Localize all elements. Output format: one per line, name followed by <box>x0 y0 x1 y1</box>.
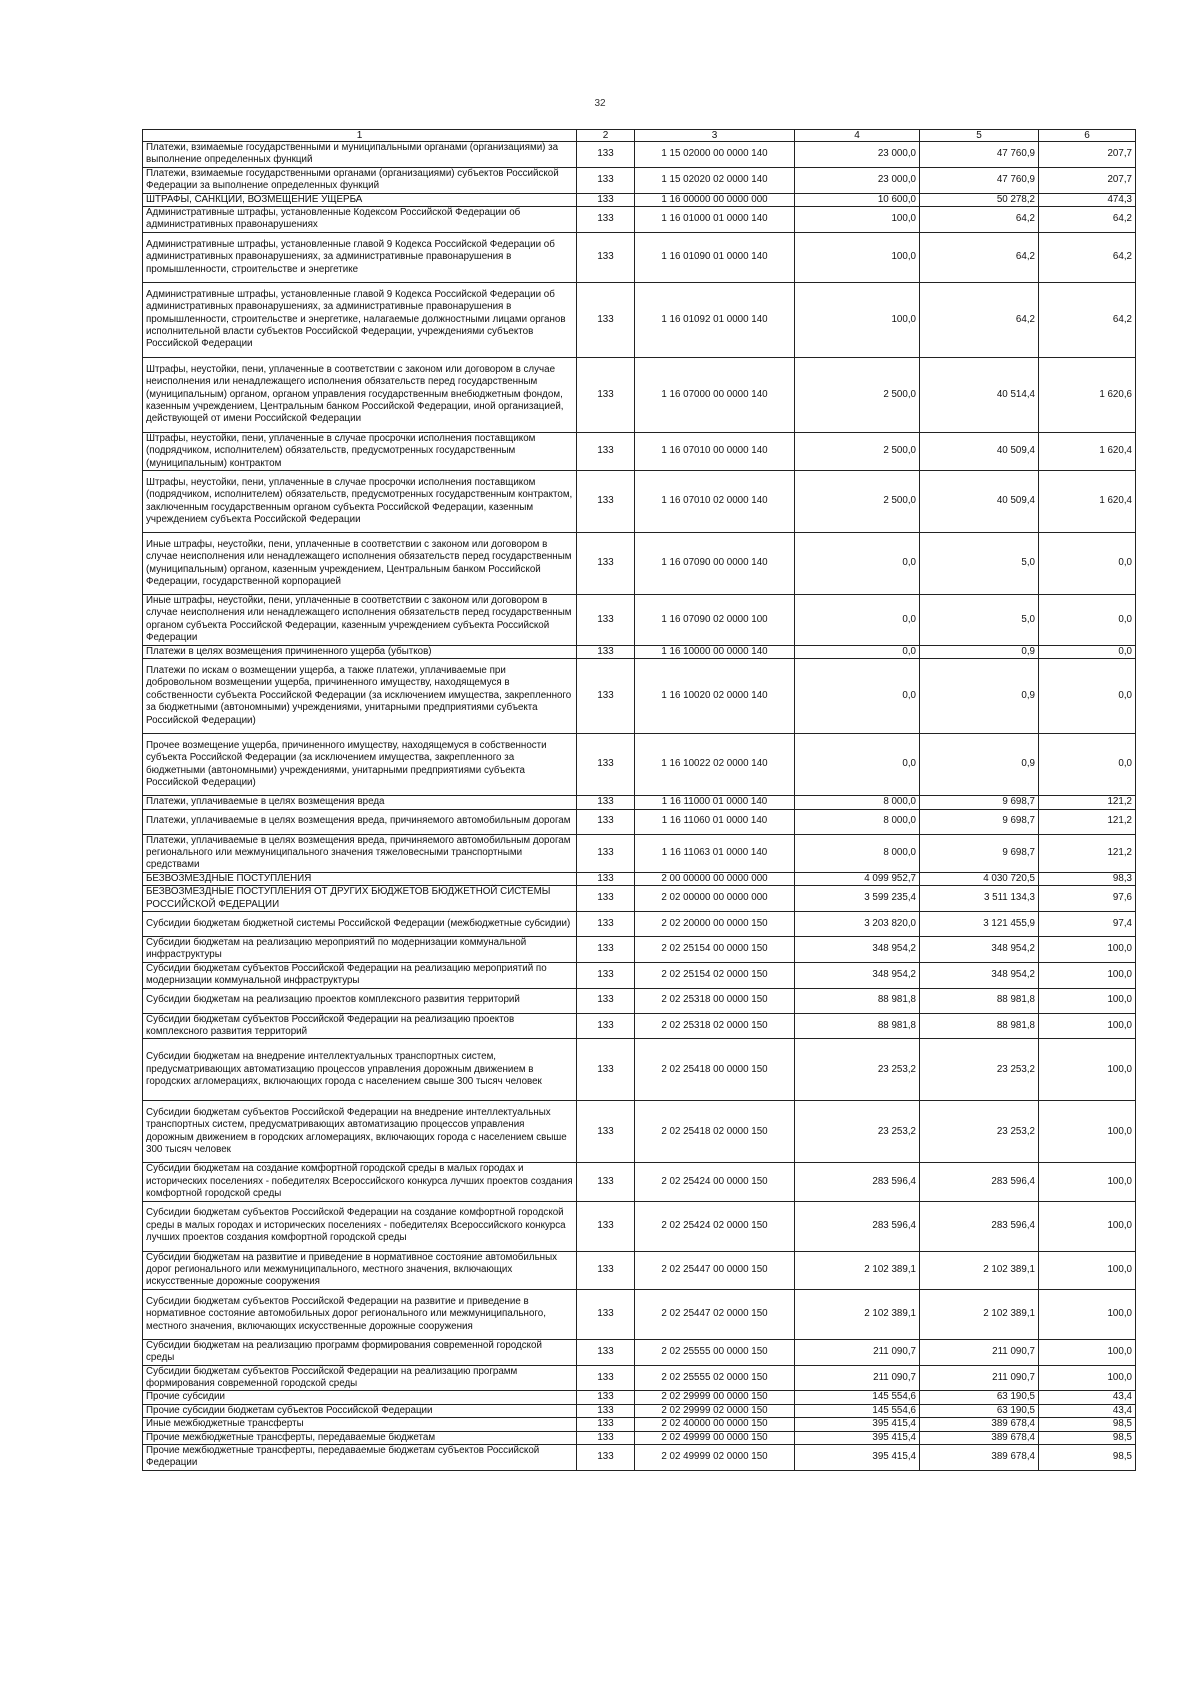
row-actual: 348 954,2 <box>920 936 1039 962</box>
row-classification-code: 1 16 11063 01 0000 140 <box>635 834 795 872</box>
row-actual: 2 102 389,1 <box>920 1251 1039 1289</box>
row-admin-code: 133 <box>577 1431 635 1444</box>
row-actual: 348 954,2 <box>920 962 1039 988</box>
table-row <box>143 1418 1136 1431</box>
table-row <box>143 734 1136 796</box>
column-header-4: 4 <box>795 130 920 142</box>
table-row <box>143 357 1136 432</box>
row-actual: 211 090,7 <box>920 1365 1039 1391</box>
row-name: Прочие субсидии <box>143 1391 577 1404</box>
row-classification-code: 2 00 00000 00 0000 000 <box>635 872 795 885</box>
row-classification-code: 1 16 10000 00 0000 140 <box>635 645 795 658</box>
row-percent: 121,2 <box>1039 796 1136 809</box>
row-percent: 98,5 <box>1039 1431 1136 1444</box>
row-percent: 1 620,4 <box>1039 471 1136 533</box>
header-row <box>143 130 1136 142</box>
row-percent: 43,4 <box>1039 1391 1136 1404</box>
row-classification-code: 2 02 25555 02 0000 150 <box>635 1365 795 1391</box>
row-planned: 395 415,4 <box>795 1418 920 1431</box>
row-name: Платежи, взимаемые государственными органами (организациями) субъектов Российской Федерации за выполнение определенных функций <box>143 167 577 193</box>
row-percent: 64,2 <box>1039 207 1136 233</box>
row-percent: 100,0 <box>1039 1163 1136 1201</box>
row-name: Иные штрафы, неустойки, пени, уплаченные в соответствии с законом или договором в случае неисполнения или ненадлежащего исполнения обязательств перед государственным (муниципальным) органом, казенным учреждением, Центральным банком Российской Федерации, государственной корпорацией <box>143 533 577 595</box>
row-percent: 100,0 <box>1039 936 1136 962</box>
row-name: Субсидии бюджетам на развитие и приведение в нормативное состояние автомобильных дорог регионального или межмуниципального, местного значения, включающих искусственные дорожные сооружения <box>143 1251 577 1289</box>
row-planned: 8 000,0 <box>795 834 920 872</box>
row-planned: 23 253,2 <box>795 1039 920 1101</box>
row-name: Субсидии бюджетам бюджетной системы Российской Федерации (межбюджетные субсидии) <box>143 911 577 936</box>
row-admin-code: 133 <box>577 533 635 595</box>
row-percent: 100,0 <box>1039 1339 1136 1365</box>
row-actual: 2 102 389,1 <box>920 1289 1039 1339</box>
row-planned: 100,0 <box>795 282 920 357</box>
table-row <box>143 872 1136 885</box>
row-admin-code: 133 <box>577 471 635 533</box>
row-admin-code: 133 <box>577 1289 635 1339</box>
table-row <box>143 1431 1136 1444</box>
row-classification-code: 2 02 00000 00 0000 000 <box>635 886 795 912</box>
row-admin-code: 133 <box>577 432 635 470</box>
column-header-5: 5 <box>920 130 1039 142</box>
row-percent: 100,0 <box>1039 1039 1136 1101</box>
row-planned: 2 500,0 <box>795 357 920 432</box>
table-row <box>143 911 1136 936</box>
row-actual: 63 190,5 <box>920 1404 1039 1417</box>
row-classification-code: 1 16 07090 02 0000 100 <box>635 595 795 646</box>
table-row <box>143 809 1136 834</box>
row-actual: 389 678,4 <box>920 1431 1039 1444</box>
table-row <box>143 1251 1136 1289</box>
row-name: Платежи, уплачиваемые в целях возмещения вреда <box>143 796 577 809</box>
table-row <box>143 834 1136 872</box>
row-classification-code: 2 02 49999 02 0000 150 <box>635 1445 795 1471</box>
row-name: Платежи в целях возмещения причиненного ущерба (убытков) <box>143 645 577 658</box>
row-actual: 4 030 720,5 <box>920 872 1039 885</box>
row-name: Платежи, уплачиваемые в целях возмещения вреда, причиняемого автомобильным дорогам регионального или межмуниципального значения тяжеловесными транспортными средствами <box>143 834 577 872</box>
row-admin-code: 133 <box>577 1101 635 1163</box>
row-percent: 207,7 <box>1039 142 1136 168</box>
row-percent: 100,0 <box>1039 988 1136 1013</box>
row-admin-code: 133 <box>577 1201 635 1251</box>
row-classification-code: 1 16 07010 02 0000 140 <box>635 471 795 533</box>
row-name: Штрафы, неустойки, пени, уплаченные в соответствии с законом или договором в случае неисполнения или ненадлежащего исполнения обязательств перед государственным (муниципальным) органом, органом управления государственным внебюджетным фондом, казенным учреждением, Центральным банком Российской Федерации, иной организацией, действующей от имени Российской Федерации <box>143 357 577 432</box>
row-classification-code: 2 02 29999 00 0000 150 <box>635 1391 795 1404</box>
table-row <box>143 886 1136 912</box>
row-actual: 9 698,7 <box>920 834 1039 872</box>
table-row <box>143 167 1136 193</box>
column-header-2: 2 <box>577 130 635 142</box>
table-row <box>143 962 1136 988</box>
row-name: Иные штрафы, неустойки, пени, уплаченные в соответствии с законом или договором в случае неисполнения или ненадлежащего исполнения обязательств перед государственным органом субъекта Российской Федерации, казенным учреждением субъекта Российской Федерации <box>143 595 577 646</box>
column-header-3: 3 <box>635 130 795 142</box>
row-actual: 64,2 <box>920 282 1039 357</box>
row-actual: 211 090,7 <box>920 1339 1039 1365</box>
row-planned: 2 102 389,1 <box>795 1251 920 1289</box>
row-actual: 283 596,4 <box>920 1201 1039 1251</box>
row-name: Прочее возмещение ущерба, причиненного имуществу, находящемуся в собственности субъекта Российской Федерации (за исключением имущества, закрепленного за бюджетными (автономными) учреждениями, унитарными предприятиями субъекта Российской Федерации) <box>143 734 577 796</box>
table-row <box>143 471 1136 533</box>
row-classification-code: 1 16 00000 00 0000 000 <box>635 193 795 206</box>
row-name: Прочие субсидии бюджетам субъектов Российской Федерации <box>143 1404 577 1417</box>
row-percent: 207,7 <box>1039 167 1136 193</box>
row-name: Субсидии бюджетам на создание комфортной городской среды в малых городах и исторических поселениях - победителях Всероссийского конкурса лучших проектов создания комфортной городской среды <box>143 1163 577 1201</box>
row-classification-code: 2 02 25418 02 0000 150 <box>635 1101 795 1163</box>
row-percent: 0,0 <box>1039 659 1136 734</box>
row-percent: 1 620,4 <box>1039 432 1136 470</box>
row-actual: 40 509,4 <box>920 432 1039 470</box>
row-planned: 8 000,0 <box>795 809 920 834</box>
table-row <box>143 533 1136 595</box>
table-row <box>143 432 1136 470</box>
row-percent: 1 620,6 <box>1039 357 1136 432</box>
row-classification-code: 1 16 11000 01 0000 140 <box>635 796 795 809</box>
row-admin-code: 133 <box>577 911 635 936</box>
row-admin-code: 133 <box>577 193 635 206</box>
row-actual: 88 981,8 <box>920 1013 1039 1039</box>
row-admin-code: 133 <box>577 809 635 834</box>
row-name: Платежи, взимаемые государственными и муниципальными органами (организациями) за выполнение определенных функций <box>143 142 577 168</box>
row-admin-code: 133 <box>577 834 635 872</box>
row-planned: 2 500,0 <box>795 471 920 533</box>
row-actual: 50 278,2 <box>920 193 1039 206</box>
row-percent: 121,2 <box>1039 834 1136 872</box>
row-planned: 8 000,0 <box>795 796 920 809</box>
row-classification-code: 1 15 02020 02 0000 140 <box>635 167 795 193</box>
row-actual: 3 121 455,9 <box>920 911 1039 936</box>
row-name: Штрафы, неустойки, пени, уплаченные в случае просрочки исполнения поставщиком (подрядчиком, исполнителем) обязательств, предусмотренных государственным контрактом, заключенным государственным органом субъекта Российской Федерации, казенным учреждением субъекта Российской Федерации <box>143 471 577 533</box>
row-admin-code: 133 <box>577 1163 635 1201</box>
row-classification-code: 1 16 10020 02 0000 140 <box>635 659 795 734</box>
row-planned: 283 596,4 <box>795 1163 920 1201</box>
row-percent: 0,0 <box>1039 645 1136 658</box>
row-planned: 348 954,2 <box>795 936 920 962</box>
row-percent: 97,4 <box>1039 911 1136 936</box>
row-percent: 0,0 <box>1039 734 1136 796</box>
row-actual: 9 698,7 <box>920 796 1039 809</box>
table-row <box>143 1039 1136 1101</box>
row-classification-code: 2 02 20000 00 0000 150 <box>635 911 795 936</box>
row-classification-code: 1 16 07090 00 0000 140 <box>635 533 795 595</box>
row-planned: 23 253,2 <box>795 1101 920 1163</box>
row-admin-code: 133 <box>577 886 635 912</box>
row-admin-code: 133 <box>577 357 635 432</box>
row-planned: 3 203 820,0 <box>795 911 920 936</box>
row-planned: 100,0 <box>795 207 920 233</box>
row-name: Прочие межбюджетные трансферты, передаваемые бюджетам <box>143 1431 577 1444</box>
row-admin-code: 133 <box>577 1445 635 1471</box>
row-name: Субсидии бюджетам субъектов Российской Федерации на реализацию мероприятий по модернизации коммунальной инфраструктуры <box>143 962 577 988</box>
row-name: БЕЗВОЗМЕЗДНЫЕ ПОСТУПЛЕНИЯ ОТ ДРУГИХ БЮДЖЕТОВ БЮДЖЕТНОЙ СИСТЕМЫ РОССИЙСКОЙ ФЕДЕРАЦИИ <box>143 886 577 912</box>
row-planned: 145 554,6 <box>795 1391 920 1404</box>
row-admin-code: 133 <box>577 207 635 233</box>
row-planned: 88 981,8 <box>795 988 920 1013</box>
row-name: Субсидии бюджетам субъектов Российской Федерации на реализацию проектов комплексного развития территорий <box>143 1013 577 1039</box>
column-header-1: 1 <box>143 130 577 142</box>
row-admin-code: 133 <box>577 232 635 282</box>
row-actual: 64,2 <box>920 207 1039 233</box>
row-percent: 100,0 <box>1039 1013 1136 1039</box>
row-admin-code: 133 <box>577 1013 635 1039</box>
row-name: Субсидии бюджетам на реализацию проектов комплексного развития территорий <box>143 988 577 1013</box>
table-row <box>143 988 1136 1013</box>
table-row <box>143 1445 1136 1471</box>
row-admin-code: 133 <box>577 796 635 809</box>
row-name: БЕЗВОЗМЕЗДНЫЕ ПОСТУПЛЕНИЯ <box>143 872 577 885</box>
row-percent: 100,0 <box>1039 1251 1136 1289</box>
row-actual: 64,2 <box>920 232 1039 282</box>
row-actual: 23 253,2 <box>920 1039 1039 1101</box>
table-row <box>143 142 1136 168</box>
table-row <box>143 595 1136 646</box>
row-percent: 474,3 <box>1039 193 1136 206</box>
row-name: Административные штрафы, установленные главой 9 Кодекса Российской Федерации об административных правонарушениях, за административные правонарушения в промышленности, строительстве и энергетике <box>143 232 577 282</box>
row-percent: 100,0 <box>1039 962 1136 988</box>
row-planned: 3 599 235,4 <box>795 886 920 912</box>
row-name: Субсидии бюджетам на реализацию программ формирования современной городской среды <box>143 1339 577 1365</box>
table-row <box>143 1339 1136 1365</box>
row-percent: 97,6 <box>1039 886 1136 912</box>
row-name: Штрафы, неустойки, пени, уплаченные в случае просрочки исполнения поставщиком (подрядчиком, исполнителем) обязательств, предусмотренных государственным (муниципальным) контрактом <box>143 432 577 470</box>
row-planned: 395 415,4 <box>795 1431 920 1444</box>
row-percent: 100,0 <box>1039 1365 1136 1391</box>
row-percent: 64,2 <box>1039 232 1136 282</box>
row-classification-code: 1 16 01090 01 0000 140 <box>635 232 795 282</box>
row-admin-code: 133 <box>577 1391 635 1404</box>
row-name: ШТРАФЫ, САНКЦИИ, ВОЗМЕЩЕНИЕ УЩЕРБА <box>143 193 577 206</box>
table-row <box>143 1289 1136 1339</box>
row-classification-code: 2 02 25154 02 0000 150 <box>635 962 795 988</box>
table-row <box>143 1391 1136 1404</box>
table-row <box>143 645 1136 658</box>
page-number: 32 <box>594 98 606 109</box>
row-planned: 100,0 <box>795 232 920 282</box>
row-classification-code: 2 02 25447 00 0000 150 <box>635 1251 795 1289</box>
row-name: Субсидии бюджетам на внедрение интеллектуальных транспортных систем, предусматривающих автоматизацию процессов управления дорожным движением в городских агломерациях, включающих города с населением свыше 300 тысяч человек <box>143 1039 577 1101</box>
row-percent: 98,5 <box>1039 1418 1136 1431</box>
row-admin-code: 133 <box>577 872 635 885</box>
row-planned: 88 981,8 <box>795 1013 920 1039</box>
row-planned: 211 090,7 <box>795 1365 920 1391</box>
row-actual: 23 253,2 <box>920 1101 1039 1163</box>
table-row <box>143 282 1136 357</box>
row-actual: 0,9 <box>920 659 1039 734</box>
row-percent: 0,0 <box>1039 533 1136 595</box>
row-planned: 4 099 952,7 <box>795 872 920 885</box>
row-actual: 40 514,4 <box>920 357 1039 432</box>
table-row <box>143 1365 1136 1391</box>
row-planned: 145 554,6 <box>795 1404 920 1417</box>
table-row <box>143 796 1136 809</box>
row-planned: 0,0 <box>795 533 920 595</box>
table-row <box>143 1163 1136 1201</box>
row-classification-code: 2 02 25154 00 0000 150 <box>635 936 795 962</box>
row-classification-code: 1 16 11060 01 0000 140 <box>635 809 795 834</box>
row-classification-code: 2 02 49999 00 0000 150 <box>635 1431 795 1444</box>
row-admin-code: 133 <box>577 988 635 1013</box>
row-percent: 100,0 <box>1039 1201 1136 1251</box>
row-classification-code: 2 02 29999 02 0000 150 <box>635 1404 795 1417</box>
row-actual: 389 678,4 <box>920 1418 1039 1431</box>
row-admin-code: 133 <box>577 282 635 357</box>
row-actual: 88 981,8 <box>920 988 1039 1013</box>
row-actual: 5,0 <box>920 595 1039 646</box>
row-classification-code: 1 16 07010 00 0000 140 <box>635 432 795 470</box>
row-admin-code: 133 <box>577 142 635 168</box>
row-classification-code: 1 16 01000 01 0000 140 <box>635 207 795 233</box>
row-classification-code: 2 02 25555 00 0000 150 <box>635 1339 795 1365</box>
row-name: Платежи, уплачиваемые в целях возмещения вреда, причиняемого автомобильным дорогам <box>143 809 577 834</box>
row-percent: 100,0 <box>1039 1289 1136 1339</box>
row-percent: 0,0 <box>1039 595 1136 646</box>
row-actual: 9 698,7 <box>920 809 1039 834</box>
row-name: Административные штрафы, установленные главой 9 Кодекса Российской Федерации об административных правонарушениях, за административные правонарушения в промышленности, строительстве и энергетике, налагаемые должностными лицами органов исполнительной власти субъектов Российской Федерации, учреждениями субъектов Российской Федерации <box>143 282 577 357</box>
row-actual: 0,9 <box>920 645 1039 658</box>
budget-table <box>142 129 1136 1471</box>
table-row <box>143 659 1136 734</box>
row-admin-code: 133 <box>577 595 635 646</box>
row-actual: 3 511 134,3 <box>920 886 1039 912</box>
row-planned: 283 596,4 <box>795 1201 920 1251</box>
row-actual: 40 509,4 <box>920 471 1039 533</box>
row-classification-code: 1 16 07000 00 0000 140 <box>635 357 795 432</box>
table-row <box>143 207 1136 233</box>
row-actual: 283 596,4 <box>920 1163 1039 1201</box>
row-classification-code: 2 02 25447 02 0000 150 <box>635 1289 795 1339</box>
table-row <box>143 1013 1136 1039</box>
row-planned: 23 000,0 <box>795 167 920 193</box>
row-planned: 211 090,7 <box>795 1339 920 1365</box>
row-planned: 10 600,0 <box>795 193 920 206</box>
row-admin-code: 133 <box>577 1339 635 1365</box>
row-actual: 63 190,5 <box>920 1391 1039 1404</box>
row-planned: 0,0 <box>795 595 920 646</box>
table-row <box>143 1201 1136 1251</box>
row-actual: 5,0 <box>920 533 1039 595</box>
row-planned: 23 000,0 <box>795 142 920 168</box>
row-name: Субсидии бюджетам субъектов Российской Федерации на внедрение интеллектуальных транспортных систем, предусматривающих автоматизацию процессов управления дорожным движением в городских агломерациях, включающих города с населением свыше 300 тысяч человек <box>143 1101 577 1163</box>
row-planned: 0,0 <box>795 734 920 796</box>
row-actual: 389 678,4 <box>920 1445 1039 1471</box>
row-admin-code: 133 <box>577 1404 635 1417</box>
row-percent: 43,4 <box>1039 1404 1136 1417</box>
row-planned: 2 500,0 <box>795 432 920 470</box>
row-percent: 98,5 <box>1039 1445 1136 1471</box>
row-name: Административные штрафы, установленные Кодексом Российской Федерации об административных правонарушениях <box>143 207 577 233</box>
row-classification-code: 2 02 25424 02 0000 150 <box>635 1201 795 1251</box>
row-classification-code: 1 16 10022 02 0000 140 <box>635 734 795 796</box>
table-row <box>143 193 1136 206</box>
row-admin-code: 133 <box>577 936 635 962</box>
row-admin-code: 133 <box>577 1039 635 1101</box>
row-name: Прочие межбюджетные трансферты, передаваемые бюджетам субъектов Российской Федерации <box>143 1445 577 1471</box>
row-admin-code: 133 <box>577 645 635 658</box>
row-percent: 64,2 <box>1039 282 1136 357</box>
row-name: Платежи по искам о возмещении ущерба, а также платежи, уплачиваемые при добровольном возмещении ущерба, причиненного имуществу, находящемуся в собственности субъекта Российской Федерации (за исключением имущества, закрепленного за бюджетными (автономными) учреждениями, унитарными предприятиями субъекта Российской Федерации) <box>143 659 577 734</box>
row-classification-code: 2 02 25318 00 0000 150 <box>635 988 795 1013</box>
row-admin-code: 133 <box>577 167 635 193</box>
row-classification-code: 2 02 40000 00 0000 150 <box>635 1418 795 1431</box>
row-classification-code: 1 16 01092 01 0000 140 <box>635 282 795 357</box>
row-admin-code: 133 <box>577 1365 635 1391</box>
row-actual: 47 760,9 <box>920 142 1039 168</box>
row-percent: 121,2 <box>1039 809 1136 834</box>
row-classification-code: 1 15 02000 00 0000 140 <box>635 142 795 168</box>
row-classification-code: 2 02 25318 02 0000 150 <box>635 1013 795 1039</box>
row-planned: 2 102 389,1 <box>795 1289 920 1339</box>
row-admin-code: 133 <box>577 659 635 734</box>
table-row <box>143 1101 1136 1163</box>
row-actual: 0,9 <box>920 734 1039 796</box>
row-name: Субсидии бюджетам субъектов Российской Федерации на развитие и приведение в нормативное состояние автомобильных дорог регионального или межмуниципального, местного значения, включающих искусственные дорожные сооружения <box>143 1289 577 1339</box>
row-planned: 0,0 <box>795 645 920 658</box>
row-percent: 100,0 <box>1039 1101 1136 1163</box>
row-admin-code: 133 <box>577 1418 635 1431</box>
row-name: Субсидии бюджетам субъектов Российской Федерации на создание комфортной городской среды в малых городах и исторических поселениях - победителях Всероссийского конкурса лучших проектов создания комфортной городской среды <box>143 1201 577 1251</box>
row-admin-code: 133 <box>577 734 635 796</box>
row-admin-code: 133 <box>577 1251 635 1289</box>
row-percent: 98,3 <box>1039 872 1136 885</box>
row-classification-code: 2 02 25424 00 0000 150 <box>635 1163 795 1201</box>
row-planned: 395 415,4 <box>795 1445 920 1471</box>
row-name: Субсидии бюджетам субъектов Российской Федерации на реализацию программ формирования современной городской среды <box>143 1365 577 1391</box>
table-row <box>143 936 1136 962</box>
row-name: Субсидии бюджетам на реализацию мероприятий по модернизации коммунальной инфраструктуры <box>143 936 577 962</box>
row-planned: 348 954,2 <box>795 962 920 988</box>
row-admin-code: 133 <box>577 962 635 988</box>
table-row <box>143 232 1136 282</box>
row-planned: 0,0 <box>795 659 920 734</box>
row-name: Иные межбюджетные трансферты <box>143 1418 577 1431</box>
row-actual: 47 760,9 <box>920 167 1039 193</box>
table-row <box>143 1404 1136 1417</box>
column-header-6: 6 <box>1039 130 1136 142</box>
row-classification-code: 2 02 25418 00 0000 150 <box>635 1039 795 1101</box>
